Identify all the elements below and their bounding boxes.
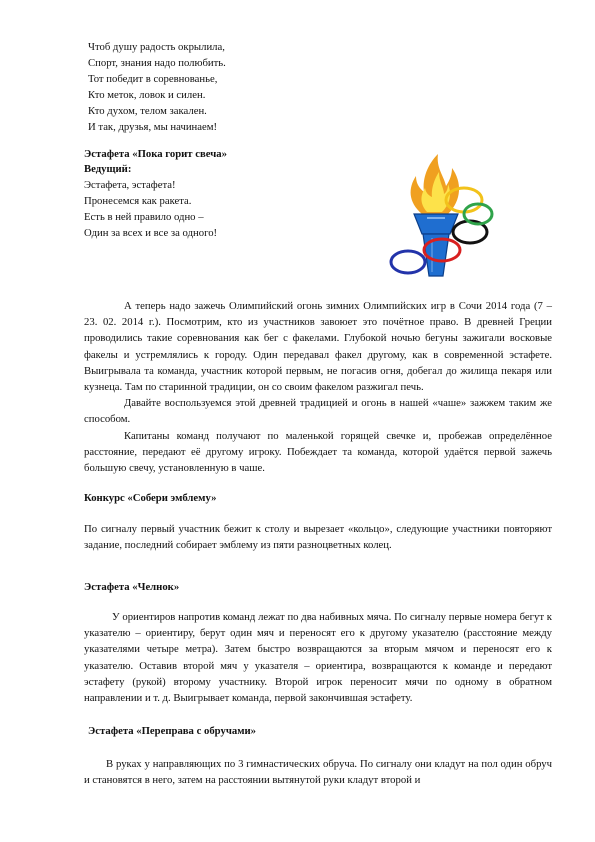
hoops-relay-body — [84, 756, 552, 788]
verse-line: Есть в ней правило одно – — [84, 211, 204, 223]
verse-line: Один за всех и все за одного! — [84, 227, 218, 239]
paragraph: Капитаны команд получают по маленькой горящей свечке и, пробежав определённое расстояние, передают её другому игроку. Побеждает та команда, которой удаётся первой зажечь большую свечу, установленную в чаше. — [84, 429, 552, 475]
shuttle-relay-body — [84, 609, 552, 706]
poem-line: Кто духом, телом закален. — [88, 105, 207, 117]
verse-line: Пронесемся как ракета. — [84, 195, 192, 207]
paragraph: По сигналу первый участник бежит к столу и вырезает «кольцо», следующие участники повторяют задание, последний собирает эмблему из пяти разноцветных колец. — [84, 523, 552, 552]
poem-line: Кто меток, ловок и силен. — [88, 89, 206, 101]
host-label: Ведущий: — [84, 163, 132, 175]
paragraph: Давайте воспользуемся этой древней традицией и огонь в нашей «чаше» зажжем таким же способом. — [84, 397, 552, 426]
section-title-candle-relay: Эстафета «Пока горит свеча» — [84, 148, 227, 160]
paragraph: А теперь надо зажечь Олимпийский огонь зимних Олимпийских игр в Сочи 2014 года (7 – 23. 02. 2014 г.). Посмотрим, кто из участников завоюет это почётное право. В древней Греции проводились такие соревнования как бег с факелами. Глубокой ночью бегуны зажигали восковые факелы и устремлялись к городу. Один передавал факел другому, как в современной эстафете. Выигрывала та команда, участник которой первым, не погасив огня, добегал до жилища пекаря или кузнеца. Там по старинной традиции, он со своим факелом разжигал печь. — [84, 300, 552, 394]
emblem-contest-body — [84, 521, 552, 553]
olympic-torch-with-rings-icon — [382, 152, 494, 282]
section-title-hoops: Эстафета «Переправа с обручами» — [88, 725, 256, 737]
poem-line: И так, друзья, мы начинаем! — [88, 121, 218, 133]
section-title-shuttle: Эстафета «Челнок» — [84, 581, 180, 593]
poem-line: Спорт, знания надо полюбить. — [88, 57, 226, 69]
candle-relay-body — [84, 298, 552, 476]
paragraph: В руках у направляющих по 3 гимнастических обруча. По сигналу они кладут на пол один обруч и становятся в него, затем на расстоянии вытянутой руки кладут второй и — [84, 758, 552, 787]
section-title-emblem: Конкурс «Собери эмблему» — [84, 492, 217, 504]
paragraph: У ориентиров напротив команд лежат по два набивных мяча. По сигналу первые номера бегут к указателю – ориентиру, берут один мяч и переносят его к другому указателю (расстояние между указателями четыре метра). Затем быстро возвращаются за вторым мячом и переносят его к указателю. Оставив второй мяч у указателя – ориентира, возвращаются к команде и передают эстафету (рукой) второму участнику. Второй игрок переносит мячи по одному в обратном направлении и т. д. Выигрывает команда, первой закончившая эстафету. — [84, 611, 552, 705]
verse-line: Эстафета, эстафета! — [84, 179, 176, 191]
poem-line: Чтоб душу радость окрылила, — [88, 41, 225, 53]
poem-line: Тот победит в соревнованье, — [88, 73, 218, 85]
ring-blue — [391, 251, 425, 273]
